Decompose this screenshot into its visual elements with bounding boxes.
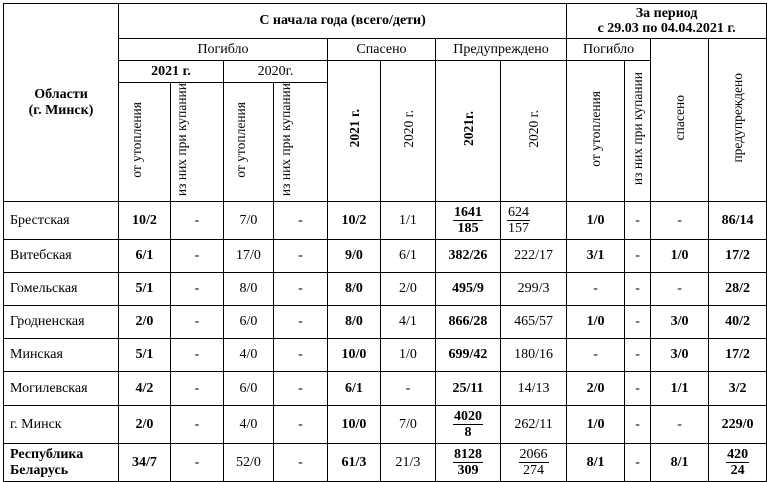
died-2020-drowning-label: от утопления [232,101,248,178]
died-2021-header: 2021 г. [119,61,224,83]
total-saved-2021: 61/3 [328,444,381,482]
total-period-prevented-bottom: 24 [730,462,745,478]
saved-2021: 10/0 [328,339,381,372]
table-row [4,339,767,372]
died-2021-bathing: - [171,202,224,240]
saved-header: Спасено [328,39,436,61]
died-2021-drowning: 4/2 [119,372,171,406]
period-died-bathing: - [625,202,651,240]
died-2020-bathing: - [274,339,328,372]
total-period-prevented-top: 420 [727,446,749,462]
died-2021-drowning-label: от утопления [128,101,144,178]
period-saved: 1/0 [651,240,709,273]
period-died-bathing: - [625,406,651,444]
saved-2021-header [328,61,381,202]
period-bathing-label: из них при купании [630,72,646,186]
period-saved: - [651,406,709,444]
period-drowning-header [567,61,625,202]
prevented-2020 [501,202,567,240]
regions-header-line2: (г. Минск) [28,102,94,118]
saved-2020: 7/0 [381,406,436,444]
period-died-drowning: - [567,273,625,306]
saved-2020: - [381,372,436,406]
period-header [567,4,767,39]
total-died-2021-drowning: 34/7 [119,444,171,482]
saved-2020-label: 2020 г. [400,109,416,148]
died-2021-drowning: 2/0 [119,406,171,444]
period-saved: 3/0 [651,306,709,339]
period-prevented: 28/2 [709,273,767,306]
prevented-2020: 180/16 [501,339,567,372]
prevented-2020-header [501,61,567,202]
prevented-2021-bottom: 8 [464,424,472,440]
table-row [4,306,767,339]
region-name: Витебская [4,240,119,273]
period-died-drowning: 1/0 [567,306,625,339]
died-2020-bathing-header [274,83,328,202]
died-2020-bathing: - [274,372,328,406]
saved-2021-label: 2021 г. [346,109,362,148]
died-2021-drowning: 5/1 [119,273,171,306]
period-saved: - [651,202,709,240]
prevented-2020: 14/13 [501,372,567,406]
died-2021-bathing: - [171,306,224,339]
period-prevented: 3/2 [709,372,767,406]
saved-2020-header [381,61,436,202]
died-2020-drowning-header [224,83,274,202]
prevented-2021-label: 2021г. [460,111,476,147]
drowning-statistics-table [3,3,767,482]
total-prevented-2021-top: 8128 [454,446,482,462]
prevented-2020-label: 2020 г. [526,109,542,148]
died-2020-drowning: 6/0 [224,372,274,406]
prevented-2021: 866/28 [436,306,501,339]
total-name-line2: Беларусь [10,462,69,478]
died-2021-drowning: 10/2 [119,202,171,240]
prevented-2021-header [436,61,501,202]
table-row-total [4,444,767,482]
prevented-2021-bottom: 185 [457,220,479,236]
died-2020-bathing: - [274,240,328,273]
total-name [4,444,119,482]
period-died-bathing: - [625,240,651,273]
total-period-prevented [709,444,767,482]
saved-period-label: спасено [672,94,688,141]
period-died-drowning: 1/0 [567,406,625,444]
regions-header [4,4,119,202]
period-prevented: 40/2 [709,306,767,339]
period-died-bathing: - [625,372,651,406]
period-prevented: 17/2 [709,339,767,372]
died-2021-bathing: - [171,406,224,444]
table-row [4,406,767,444]
died-2020-bathing-label: из них при купании [277,83,293,197]
saved-2021: 6/1 [328,372,381,406]
died-2020-bathing: - [274,306,328,339]
table-row [4,372,767,406]
saved-2021: 10/2 [328,202,381,240]
died-2021-drowning: 2/0 [119,306,171,339]
total-prevented-2020-bottom: 274 [523,462,545,478]
died-period-header: Погибло [567,39,651,61]
table-row [4,202,767,240]
died-2020-drowning: 4/0 [224,339,274,372]
saved-2021: 8/0 [328,306,381,339]
saved-2020: 1/0 [381,339,436,372]
region-name: Брестская [4,202,119,240]
died-2020-drowning: 8/0 [224,273,274,306]
prevented-header: Предупреждено [436,39,567,61]
table-row [4,273,767,306]
died-2020-drowning: 7/0 [224,202,274,240]
total-died-2020-drowning: 52/0 [224,444,274,482]
period-died-drowning: - [567,339,625,372]
total-prevented-2021 [436,444,501,482]
period-prevented: 229/0 [709,406,767,444]
saved-2021: 10/0 [328,406,381,444]
died-2021-bathing: - [171,339,224,372]
total-period-saved: 8/1 [651,444,709,482]
period-died-drowning: 2/0 [567,372,625,406]
total-period-died-drowning: 8/1 [567,444,625,482]
region-name: Гомельская [4,273,119,306]
region-name: Гродненская [4,306,119,339]
since-year-header: С начала года (всего/дети) [119,4,567,39]
period-prevented: 17/2 [709,240,767,273]
total-died-2020-bathing: - [274,444,328,482]
period-saved: 1/1 [651,372,709,406]
died-2021-bathing: - [171,372,224,406]
prevented-2020: 299/3 [501,273,567,306]
saved-2021: 9/0 [328,240,381,273]
died-2021-bathing: - [171,240,224,273]
prevented-2020: 262/11 [501,406,567,444]
died-2021-drowning: 5/1 [119,339,171,372]
total-name-line1: Республика [10,446,84,462]
region-name: Минская [4,339,119,372]
died-2021-bathing-header [171,83,224,202]
period-header-line1: За период [635,6,698,21]
saved-period-header [651,39,709,202]
died-2020-bathing: - [274,406,328,444]
died-2021-drowning: 6/1 [119,240,171,273]
died-2020-header: 2020г. [224,61,328,83]
period-saved: 3/0 [651,339,709,372]
prevented-2021: 382/26 [436,240,501,273]
prevented-2021: 699/42 [436,339,501,372]
region-name: г. Минск [4,406,119,444]
period-saved: - [651,273,709,306]
period-drowning-label: от утопления [588,90,604,167]
prevented-2021 [436,406,501,444]
table-row [4,240,767,273]
prevented-2021: 495/9 [436,273,501,306]
period-header-line2: с 29.03 по 04.04.2021 г. [597,21,736,36]
saved-2020: 4/1 [381,306,436,339]
died-2020-drowning: 4/0 [224,406,274,444]
prevented-period-header [709,39,767,202]
total-prevented-2021-bottom: 309 [457,462,479,478]
died-2021-bathing-label: из них при купании [174,83,189,197]
prevented-2020-top: 624 [508,204,529,220]
prevented-2021 [436,202,501,240]
period-died-bathing: - [625,273,651,306]
prevented-2020-bottom: 157 [508,220,529,236]
region-name: Могилевская [4,372,119,406]
died-2020-drowning: 6/0 [224,306,274,339]
saved-2021: 8/0 [328,273,381,306]
died-header: Погибло [119,39,328,61]
died-2021-bathing: - [171,273,224,306]
died-2020-bathing: - [274,273,328,306]
total-prevented-2020-top: 2066 [519,446,548,462]
period-died-bathing: - [625,306,651,339]
died-2020-bathing: - [274,202,328,240]
died-2021-drowning-header [119,83,171,202]
total-saved-2020: 21/3 [381,444,436,482]
total-period-died-bathing: - [625,444,651,482]
period-died-bathing: - [625,339,651,372]
saved-2020: 2/0 [381,273,436,306]
saved-2020: 1/1 [381,202,436,240]
total-died-2021-bathing: - [171,444,224,482]
period-bathing-header [625,61,651,202]
period-prevented: 86/14 [709,202,767,240]
total-prevented-2020 [501,444,567,482]
period-died-drowning: 1/0 [567,202,625,240]
prevented-2020: 465/57 [501,306,567,339]
prevented-2021-top: 4020 [454,408,482,424]
prevented-period-label: предупреждено [730,72,746,163]
prevented-2021: 25/11 [436,372,501,406]
regions-header-line1: Области [34,86,88,102]
died-2020-drowning: 17/0 [224,240,274,273]
saved-2020: 6/1 [381,240,436,273]
prevented-2020: 222/17 [501,240,567,273]
prevented-2021-top: 1641 [454,204,482,220]
period-died-drowning: 3/1 [567,240,625,273]
